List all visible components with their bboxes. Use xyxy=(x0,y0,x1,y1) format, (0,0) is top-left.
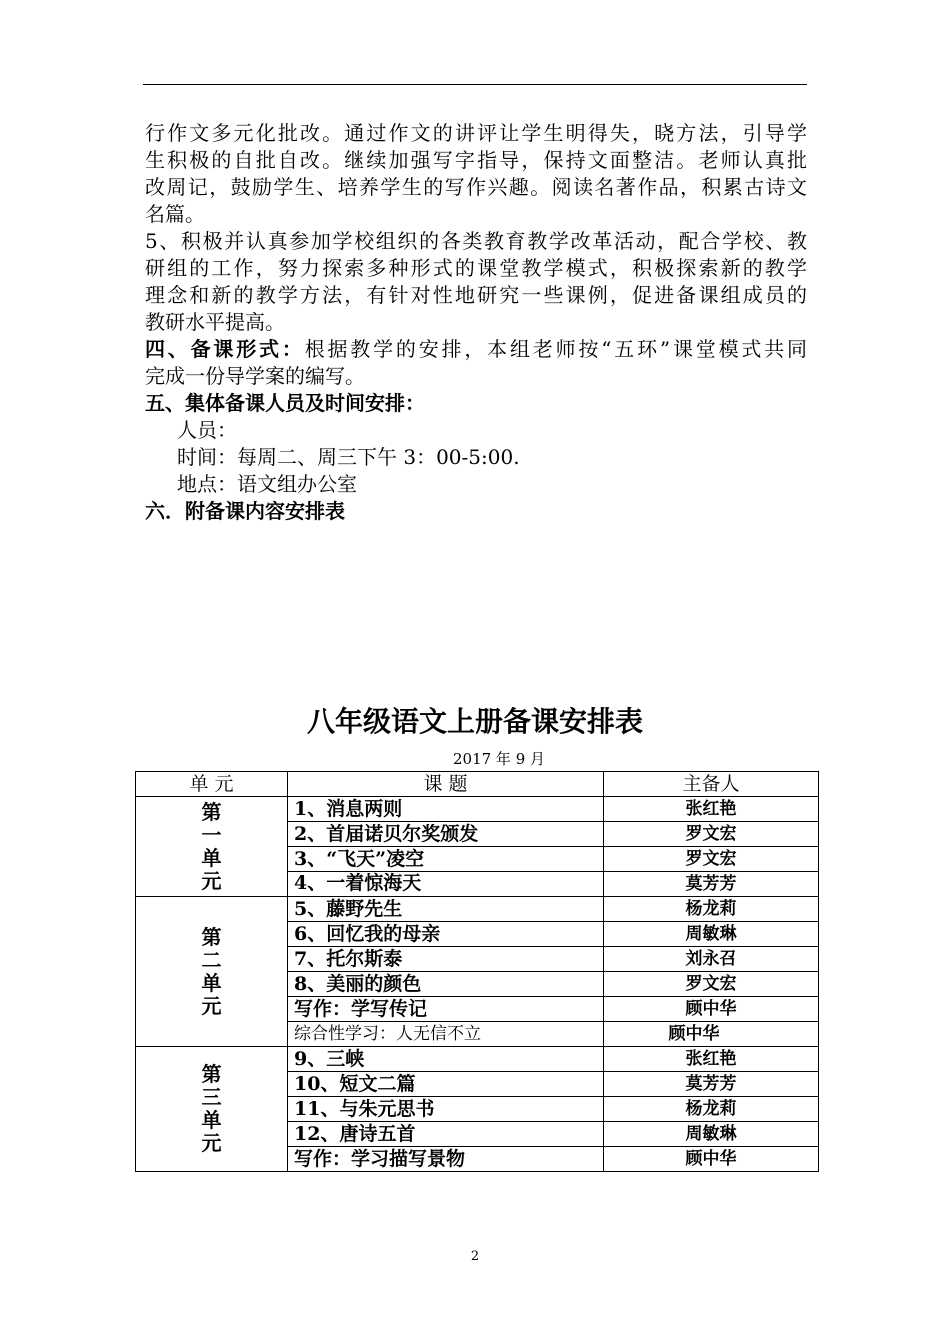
topic-cell: 2、首届诺贝尔奖颁发 xyxy=(288,822,604,847)
person-cell: 杨龙莉 xyxy=(604,897,819,922)
place-line: 地点：语文组办公室 xyxy=(177,472,357,496)
unit-label-char: 三 xyxy=(201,1085,222,1109)
body-text xyxy=(145,120,807,525)
topic-cell: 8、美丽的颜色 xyxy=(288,972,604,997)
topic-cell: 写作：学写传记 xyxy=(288,997,604,1022)
person-cell: 莫芳芳 xyxy=(604,872,819,897)
person-cell: 张红艳 xyxy=(604,797,819,822)
unit-label-char: 一 xyxy=(201,822,222,847)
topic-cell: 综合性学习：人无信不立 xyxy=(288,1022,604,1047)
person-cell: 张红艳 xyxy=(604,1047,819,1072)
topic-cell: 11、与朱元思书 xyxy=(288,1097,604,1122)
section-4-text-cont: 完成一份导学案的编写。 xyxy=(145,364,365,388)
paragraph-line: 理念和新的教学方法，有针对性地研究一些课例，促进备课组成员的 xyxy=(145,283,807,307)
person-cell: 周敏琳 xyxy=(604,1122,819,1147)
unit-label-char: 单 xyxy=(201,1108,222,1132)
person-cell: 顾中华 xyxy=(604,1022,819,1047)
unit-label-char: 单 xyxy=(201,970,222,995)
table-row xyxy=(136,897,819,922)
section-4-text: 根据教学的安排，本组老师按“五环”课堂模式共同 xyxy=(304,337,807,361)
time-line: 时间：每周二、周三下午 3：00-5:00. xyxy=(177,445,520,469)
paragraph-line: 生积极的自批自改。继续加强写字指导，保持文面整洁。老师认真批 xyxy=(145,148,807,172)
topic-cell: 4、一着惊海天 xyxy=(288,872,604,897)
header-topic: 课 题 xyxy=(288,772,604,797)
unit-label-char: 第 xyxy=(201,1062,222,1086)
topic-cell: 10、短文二篇 xyxy=(288,1072,604,1097)
topic-cell: 写作：学习描写景物 xyxy=(288,1147,604,1172)
topic-cell: 7、托尔斯泰 xyxy=(288,947,604,972)
schedule-title: 八年级语文上册备课安排表 xyxy=(306,705,643,738)
topic-cell: 12、唐诗五首 xyxy=(288,1122,604,1147)
person-cell: 莫芳芳 xyxy=(604,1072,819,1097)
page-number: 2 xyxy=(470,1249,480,1264)
members-line: 人员： xyxy=(177,418,237,442)
header-person: 主备人 xyxy=(604,772,819,797)
paragraph-line: 改周记，鼓励学生、培养学生的写作兴趣。阅读名著作品，积累古诗文 xyxy=(145,175,807,199)
schedule-date: 2017 年 9 月 xyxy=(452,750,546,768)
unit-label-char: 第 xyxy=(201,924,222,949)
header-rule xyxy=(143,84,807,85)
schedule-table xyxy=(135,771,819,1172)
paragraph-line: 研组的工作，努力探索多种形式的课堂教学模式，积极探索新的教学 xyxy=(145,256,807,280)
header-unit: 单 元 xyxy=(136,772,288,797)
paragraph-line: 行作文多元化批改。通过作文的讲评让学生明得失，晓方法，引导学 xyxy=(145,121,807,145)
person-cell: 罗文宏 xyxy=(604,847,819,872)
unit-3-label xyxy=(136,1047,288,1172)
topic-cell: 3、“飞天”凌空 xyxy=(288,847,604,872)
person-cell: 周敏琳 xyxy=(604,922,819,947)
unit-label-char: 元 xyxy=(201,993,222,1018)
person-cell: 刘永召 xyxy=(604,947,819,972)
table-row xyxy=(136,1047,819,1072)
topic-cell: 1、消息两则 xyxy=(288,797,604,822)
table-header-row xyxy=(136,772,819,797)
person-cell: 顾中华 xyxy=(604,1147,819,1172)
unit-2-label xyxy=(136,897,288,1047)
paragraph-line: 5、积极并认真参加学校组织的各类教育教学改革活动，配合学校、教 xyxy=(145,229,807,253)
unit-1-label xyxy=(136,797,288,897)
unit-label-char: 单 xyxy=(201,845,222,870)
person-cell: 杨龙莉 xyxy=(604,1097,819,1122)
section-5-heading: 五、集体备课人员及时间安排： xyxy=(145,391,425,415)
unit-label-char: 元 xyxy=(201,1131,222,1155)
table-row xyxy=(136,797,819,822)
section-6-heading: 六．附备课内容安排表 xyxy=(145,499,345,523)
topic-cell: 5、藤野先生 xyxy=(288,897,604,922)
paragraph-line: 教研水平提高。 xyxy=(145,310,285,334)
topic-cell: 9、三峡 xyxy=(288,1047,604,1072)
section-4-heading: 四、备课形式： xyxy=(145,337,305,361)
unit-label-char: 二 xyxy=(201,947,222,972)
paragraph-line: 名篇。 xyxy=(145,202,205,226)
person-cell: 罗文宏 xyxy=(604,822,819,847)
section-4 xyxy=(145,336,807,363)
person-cell: 罗文宏 xyxy=(604,972,819,997)
unit-label-char: 第 xyxy=(201,799,222,824)
person-cell: 顾中华 xyxy=(604,997,819,1022)
unit-label-char: 元 xyxy=(201,868,222,893)
topic-cell: 6、回忆我的母亲 xyxy=(288,922,604,947)
